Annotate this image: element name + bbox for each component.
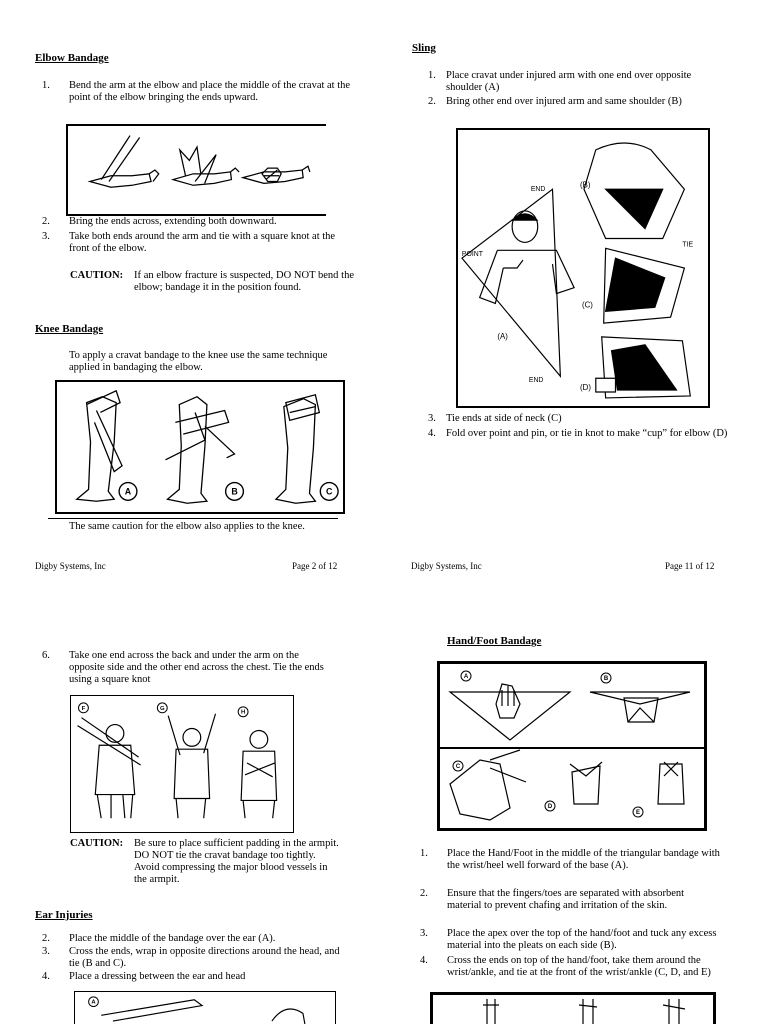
footer-left: Digby Systems, Inc — [411, 561, 482, 571]
ear-illustration — [75, 992, 335, 1024]
sling-heading: Sling — [412, 42, 436, 54]
hand-foot-label-c: C — [455, 764, 461, 770]
elbow-caution: CAUTION: If an elbow fracture is suspected, DO NOT bend the elbow; bandage it in the position found. — [70, 270, 354, 293]
axillary-step-6: 6. Take one end across the back and under the arm on the opposite side and the other end across the chest. Tie the ends using a square knot — [42, 650, 324, 685]
sling-label-c: (C) — [582, 300, 593, 310]
footer-left: Digby Systems, Inc — [35, 561, 106, 571]
knee-illustration — [57, 382, 343, 512]
ear-injuries-heading: Ear Injuries — [35, 909, 93, 921]
elbow-step-3: 3. Take both ends around the arm and tie with a square knot at the front of the elbow. — [42, 231, 336, 254]
knee-label-a: A — [124, 486, 132, 497]
knee-bandage-figure — [55, 380, 345, 514]
hand-foot-step-2: 2. Ensure that the fingers/toes are separated with absorbent material to prevent chafing and irritation of the skin. — [420, 888, 685, 911]
knee-label-b: B — [231, 486, 238, 497]
sling-label-end-bottom: END — [528, 377, 544, 385]
sling-figure — [456, 128, 710, 408]
elbow-bandage-heading: Elbow Bandage — [35, 52, 109, 64]
hand-foot-illustration-2 — [433, 995, 713, 1024]
elbow-bandage-figure — [66, 124, 326, 216]
axillary-figure — [70, 695, 294, 833]
sling-label-point: POINT — [461, 251, 483, 259]
hand-foot-step-3: 3. Place the apex over the top of the hand/foot and tuck any excess material into the pleats on each side (B). — [420, 928, 717, 951]
ear-figure — [74, 991, 336, 1024]
sling-step-2: 2. Bring other end over injured arm and same shoulder (B) — [428, 96, 682, 107]
hand-foot-step-4: 4. Cross the ends on top of the hand/foot, take them around the wrist/ankle, and tie at the front of the wrist/ankle (C, D, and E) — [420, 955, 711, 978]
axillary-illustration — [71, 696, 293, 832]
axillary-label-f: F — [81, 705, 86, 712]
knee-label-c: C — [325, 486, 333, 497]
hand-foot-figure-2 — [430, 992, 716, 1024]
page-3-panel — [0, 512, 384, 1024]
ear-label-a: A — [91, 999, 96, 1006]
ear-step-2: 2. Place the middle of the bandage over the ear (A). — [42, 933, 276, 944]
elbow-step-2: 2. Bring the ends across, extending both downward. — [42, 216, 277, 227]
ear-step-3: 3. Cross the ends, wrap in opposite directions around the head, and tie (B and C). — [42, 946, 340, 969]
elbow-illustration — [68, 126, 326, 214]
ear-step-4: 4. Place a dressing between the ear and head — [42, 971, 246, 982]
footer-page-number: Page 2 of 12 — [292, 561, 338, 571]
knee-intro-text: To apply a cravat bandage to the knee use the same technique applied in bandaging the elbow. — [69, 350, 328, 373]
axillary-label-h: H — [240, 709, 246, 716]
axillary-caution: CAUTION: Be sure to place sufficient padding in the armpit. DO NOT tie the cravat bandage too tightly. Avoid compressing the major blood vessels in the armpit. — [70, 838, 339, 885]
sling-label-a: (A) — [497, 331, 508, 341]
sling-illustration — [458, 130, 708, 406]
hand-foot-illustration — [440, 664, 704, 828]
hand-foot-label-b: B — [603, 676, 609, 682]
sling-step-3: 3. Tie ends at side of neck (C) — [428, 413, 562, 424]
page-2-panel — [0, 0, 384, 571]
hand-foot-bandage-heading: Hand/Foot Bandage — [447, 635, 542, 647]
hand-foot-label-d: D — [547, 804, 553, 810]
hand-foot-step-1: 1. Place the Hand/Foot in the middle of the triangular bandage with the wrist/heel well forward of the base (A). — [420, 848, 720, 871]
knee-caution-text: The same caution for the elbow also applies to the knee. — [69, 521, 305, 532]
sling-label-d: (D) — [580, 383, 591, 393]
sling-label-b: (B) — [580, 180, 591, 190]
footer-page-number: Page 11 of 12 — [665, 561, 715, 571]
knee-bandage-heading: Knee Bandage — [35, 323, 104, 335]
elbow-step-1: 1. Bend the arm at the elbow and place the middle of the cravat at the point of the elbow bringing the ends upward. — [42, 80, 351, 103]
sling-label-end-top: END — [530, 186, 546, 194]
sling-label-tie: TIE — [682, 241, 694, 249]
hand-foot-label-a: A — [463, 674, 469, 680]
figure-divider — [440, 747, 704, 749]
page-4-panel — [384, 512, 768, 1024]
axillary-label-g: G — [159, 705, 165, 712]
hand-foot-figure — [437, 661, 707, 831]
page-11-panel — [384, 0, 768, 571]
sling-step-4: 4. Fold over point and pin, or tie in knot to make “cup” for elbow (D) — [428, 428, 728, 439]
sling-step-1: 1. Place cravat under injured arm with one end over opposite shoulder (A) — [428, 70, 692, 93]
hand-foot-label-e: E — [635, 810, 641, 816]
